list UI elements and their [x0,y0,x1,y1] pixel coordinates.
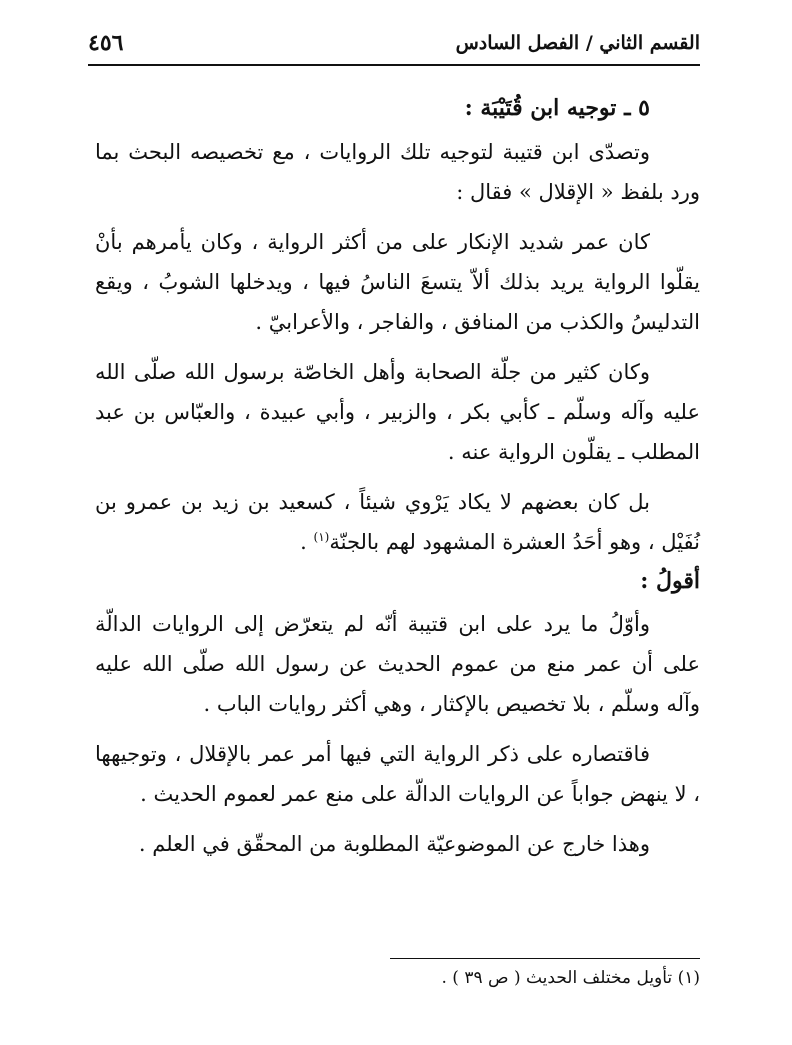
quote-paragraph-2: وكان كثير من جلّة الصحابة وأهل الخاصّة برسول الله صلّى الله عليه وآله وسلّم ـ كأبي بكر ، والزبير ، وأبي عبيدة ، والعبّاس بن عبد المطلب ـ يقلّون الرواية عنه . [95,360,700,464]
quote-paragraph-3-text: بل كان بعضهم لا يكاد يَرْوي شيئاً ، كسعيد بن زيد بن عمرو بن نُفَيْل ، وهو أحَدُ العشرة المشهود لهم بالجنّة [95,490,700,554]
quote-paragraph-3-end: . [300,530,314,554]
header-rule [88,64,700,66]
footnote: (١) تأويل مختلف الحديث ( ص ٣٩ ) . [441,968,700,988]
footnote-rule [390,958,700,959]
quote-paragraph-1: كان عمر شديد الإنكار على من أكثر الرواية ، وكان يأمرهم بأنْ يقلّوا الرواية يريد بذلك ألاّ يتسعَ الناسُ فيها ، ويدخلها الشوبُ ، ويقع التدليسُ والكذب من المنافق ، والفاجر ، والأعرابيّ . [95,230,700,334]
header-title: القسم الثاني / الفصل السادس [455,32,700,54]
comment-paragraph-2: فاقتصاره على ذكر الرواية التي فيها أمر عمر بالإقلال ، وتوجيهها ، لا ينهض جواباً عن الروايات الدالّة على منع عمر لعموم الحديث . [95,742,700,806]
quote-paragraph-3 [95,482,700,562]
footnote-reference: (١) [313,530,330,544]
running-header [88,28,700,62]
page-number: ٤٥٦ [88,30,124,56]
section-heading: ٥ ـ توجيه ابن قُتَيْبَة : [464,95,650,121]
comment-paragraph-3: وهذا خارج عن الموضوعيّة المطلوبة من المحقّق في العلم . [138,832,650,856]
sub-heading: أقولُ : [640,568,700,594]
intro-paragraph: وتصدّى ابن قتيبة لتوجيه تلك الروايات ، مع تخصيصه البحث بما ورد بلفظ « الإقلال » فقال : [95,140,700,204]
body-text [95,86,700,864]
comment-paragraph-1: وأوّلُ ما يرد على ابن قتيبة أنّه لم يتعرّض إلى الروايات الدالّة على أن عمر منع من عموم الحديث عن رسول الله صلّى الله عليه وآله وسلّم ، بلا تخصيص بالإكثار ، وهي أكثر روايات الباب . [95,612,700,716]
